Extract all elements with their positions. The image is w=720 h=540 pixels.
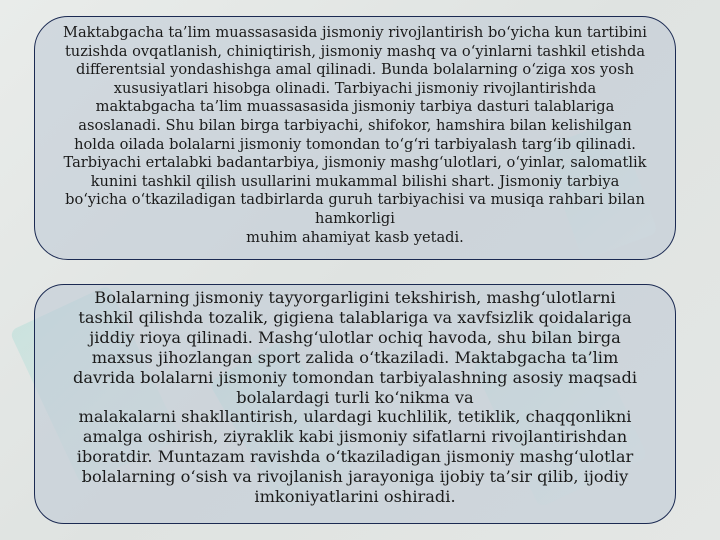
text-line: bolalardagi turli ko‘nikma va [236, 387, 474, 407]
text-line: davrida bolalarni jismoniy tomondan tarbiyalashning asosiy maqsadi [73, 367, 637, 387]
bottom-text-box [34, 284, 676, 524]
text-line: jiddiy rioya qilinadi. Mashg‘ulotlar ochiq havoda, shu bilan birga [89, 327, 621, 347]
text-line: kunini tashkil qilish usullarini mukammal bilishi shart. Jismoniy tarbiya [90, 172, 620, 190]
text-line: xususiyatlari hisobga olinadi. Tarbiyachi jismoniy rivojlantirishda [113, 79, 597, 97]
text-line: asoslanadi. Shu bilan birga tarbiyachi, shifokor, hamshira bilan kelishilgan [78, 116, 632, 134]
text-line: maktabgacha ta’lim muassasasida jismoniy tarbiya dasturi talablariga [95, 98, 615, 116]
text-line: Tarbiyachi ertalabki badantarbiya, jismoniy mashg‘ulotlari, o‘yinlar, salomatlik [63, 154, 647, 172]
text-line: Maktabgacha ta’lim muassasasida jismoniy rivojlantirish bo‘yicha kun tartibini [63, 24, 647, 41]
text-line: Bolalarning jismoniy tayyorgarligini tekshirish, mashg‘ulotlarni [94, 288, 616, 307]
text-line: bo‘yicha o‘tkaziladigan tadbirlarda guruh tarbiyachisi va musiqa rahbari bilan [65, 191, 645, 209]
text-line: bolalarning o‘sish va rivojlanish jarayoniga ijobiy ta’sir qilib, ijodiy [81, 467, 629, 487]
text-line: muhim ahamiyat kasb yetadi. [246, 228, 464, 246]
text-line: differentsial yondashishga amal qilinadi. Bunda bolalarning o‘ziga xos yosh [76, 61, 634, 79]
text-line: tashkil qilishda tozalik, gigiena talablariga va xavfsizlik qoidalariga [78, 307, 632, 327]
text-line: maxsus jihozlangan sport zalida o‘tkaziladi. Maktabgacha ta’lim [91, 347, 619, 367]
text-line: hamkorligi [315, 209, 395, 227]
top-text-box [34, 16, 676, 260]
text-line: tuzishda ovqatlanish, chiniqtirish, jismoniy mashq va o‘yinlarni tashkil etishda [64, 42, 646, 60]
text-line: amalga oshirish, ziyraklik kabi jismoniy sifatlarni rivojlantirishdan [82, 427, 628, 447]
text-line: iboratdir. Muntazam ravishda o‘tkaziladigan jismoniy mashg‘ulotlar [76, 447, 634, 467]
text-line: malakalarni shakllantirish, ulardagi kuchlilik, tetiklik, chaqqonlikni [78, 407, 632, 427]
text-line: imkoniyatlarini oshiradi. [254, 487, 456, 507]
text-line: holda oilada bolalarni jismoniy tomondan to‘g‘ri tarbiyalash targ‘ib qilinadi. [74, 135, 636, 153]
